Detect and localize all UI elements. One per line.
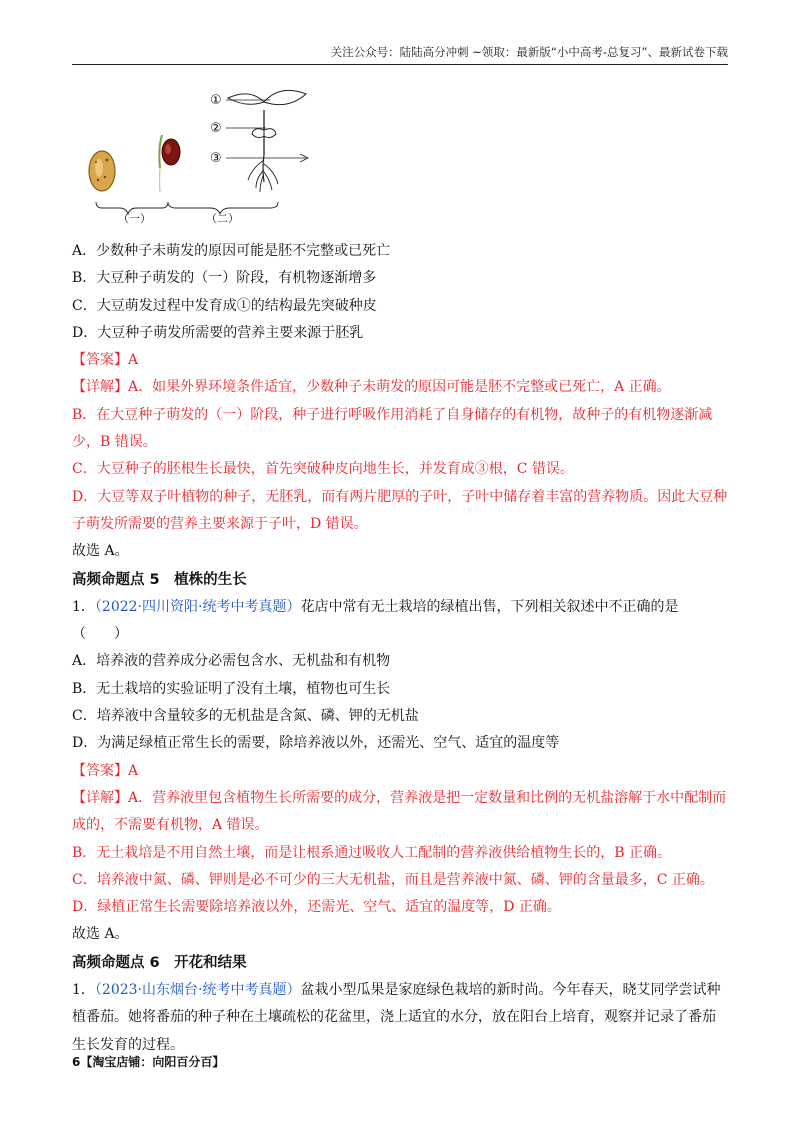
question-text: 花店中常有无土栽培的绿植出售，下列相关叙述中不正确的是	[300, 598, 679, 615]
option-b: B．无土栽培的实验证明了没有土壤，植物也可生长	[72, 680, 391, 697]
conclusion: 故选 A。	[72, 543, 129, 560]
explain-a: 【详解】A．营养液里包含植物生长所需要的成分，营养液是把一定数量和比例的无机盐溶解于水中配制而成的，不需要有机物，A 错误。	[72, 789, 727, 834]
option-a: A．少数种子未萌发的原因可能是胚不完整或已死亡	[72, 243, 391, 259]
page-header: 关注公众号：陆陆高分冲刺 ~领取：最新版“小中高考-总复习”、最新试卷下载	[72, 44, 728, 65]
question-number: 1．	[72, 982, 95, 999]
explain-a: 【详解】A．如果外界环境条件适宜，少数种子未萌发的原因可能是胚不完整或已死亡，A 正确。	[72, 379, 671, 396]
explain-d: D．大豆等双子叶植物的种子，无胚乳，而有两片肥厚的子叶，子叶中储存着丰富的营养物质。因此大豆种子萌发所需要的营养主要来源于子叶，D 错误。	[72, 488, 728, 532]
option-c: C．培养液中含量较多的无机盐是含氮、磷、钾的无机盐	[72, 708, 419, 725]
explain-c: C．大豆种子的胚根生长最快，首先突破种皮向地生长，并发育成③根，C 错误。	[72, 461, 574, 478]
label-3: ③	[210, 151, 222, 166]
option-a: A．培养液的营养成分必需包含水、无机盐和有机物	[72, 653, 391, 670]
seed-germination-figure	[80, 80, 340, 230]
explain-d: D．绿植正常生长需要除培养液以外，还需光、空气、适宜的温度等，D 正确。	[72, 899, 561, 916]
explain-b: B．在大豆种子萌发的（一）阶段，种子进行呼吸作用消耗了自身储存的有机物，故种子的有机物逐渐减少，B 错误。	[72, 406, 713, 451]
content-body	[72, 238, 728, 1059]
stage-2-label: （二）	[206, 212, 239, 225]
section-5-title: 高频命题点 5 植株的生长	[72, 571, 247, 588]
question-number: 1．	[72, 598, 95, 615]
question-source: （2022·四川资阳·统考中考真题）	[94, 598, 301, 615]
answer: 【答案】A	[72, 352, 139, 369]
option-d: D．为满足绿植正常生长的需要，除培养液以外，还需光、空气、适宜的温度等	[72, 735, 560, 752]
explain-b: B．无土栽培是不用自然土壤，而是让根系通过吸收人工配制的营养液供给植物生长的，B 正确。	[72, 844, 672, 861]
question-paren: （ ）	[72, 626, 128, 643]
option-d: D．大豆种子萌发所需要的营养主要来源于胚乳	[72, 324, 364, 341]
question-text: 盆栽小型瓜果是家庭绿色栽培的新时尚。今年春天，晓艾同学尝试种植番茄。她将番茄的种子种在土壤疏松的花盆里，浇上适宜的水分，放在阳台上培育，观察并记录了番茄生长发育的过程。	[72, 982, 721, 1053]
explain-c: C．培养液中氮、磷、钾则是必不可少的三大无机盐，而且是营养液中氮、磷、钾的含量最多，C 正确。	[72, 871, 714, 888]
label-2: ②	[210, 121, 222, 136]
question-6-1	[72, 977, 728, 1059]
question-source: （2023·山东烟台·统考中考真题）	[94, 982, 301, 999]
stage-1-label: （一）	[118, 212, 151, 225]
option-b: B．大豆种子萌发的（一）阶段，有机物逐渐增多	[72, 270, 377, 287]
conclusion: 故选 A。	[72, 926, 129, 943]
section-6-title: 高频命题点 6 开花和结果	[72, 954, 247, 971]
option-c: C．大豆萌发过程中发育成①的结构最先突破种皮	[72, 297, 377, 314]
answer: 【答案】A	[72, 762, 139, 779]
label-1: ①	[210, 93, 222, 108]
question-5-1	[72, 594, 728, 621]
page-footer: 6【淘宝店铺：向阳百分百】	[72, 1055, 225, 1069]
